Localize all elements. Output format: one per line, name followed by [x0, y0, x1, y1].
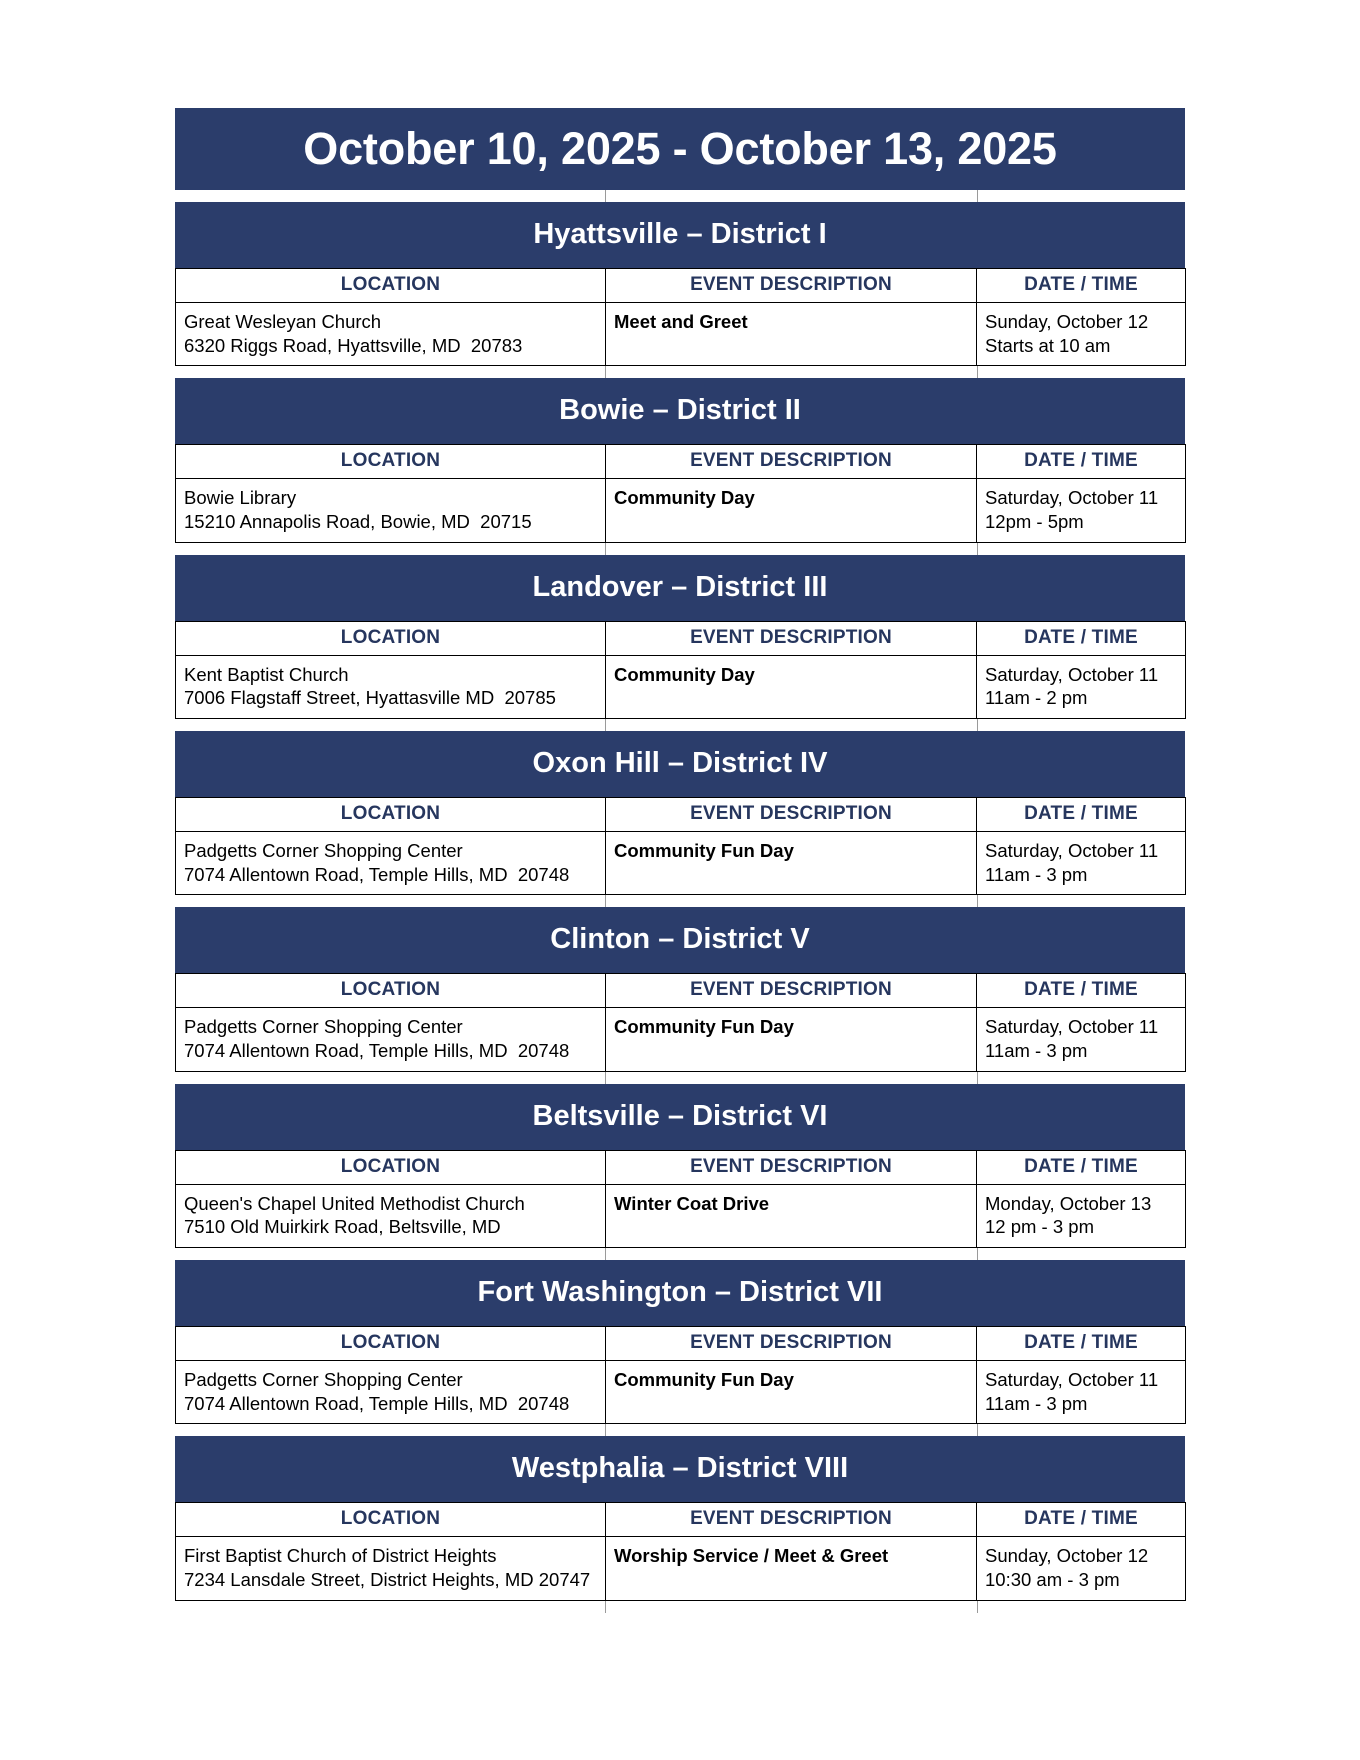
district-section: [175, 202, 1185, 366]
table-header-row: [176, 1503, 1186, 1537]
event-time: 11am - 3 pm: [985, 863, 1088, 885]
section-gap-strip: [175, 1601, 1185, 1613]
gap-col-location: [175, 1424, 606, 1436]
column-header-date: DATE / TIME: [977, 798, 1186, 832]
gap-col-event: [606, 190, 978, 202]
event-time: 12pm - 5pm: [985, 511, 1084, 533]
column-header-event: EVENT DESCRIPTION: [606, 1327, 977, 1361]
district-title: Oxon Hill – District IV: [175, 731, 1185, 797]
column-header-date: DATE / TIME: [977, 269, 1186, 303]
cell-event-description: Community Day: [606, 479, 977, 542]
page-title: October 10, 2025 - October 13, 2025: [175, 108, 1185, 190]
table-header-row: [176, 445, 1186, 479]
section-gap-strip: [175, 543, 1185, 555]
event-time: 11am - 2 pm: [985, 687, 1088, 709]
section-gap-strip: [175, 1072, 1185, 1084]
district-section: [175, 555, 1185, 719]
location-address: 7510 Old Muirkirk Road, Beltsville, MD: [184, 1216, 501, 1238]
column-header-date: DATE / TIME: [977, 1150, 1186, 1184]
district-events-table: [175, 444, 1186, 542]
table-row: [176, 832, 1186, 895]
gap-col-event: [606, 1601, 978, 1613]
location-address: 7074 Allentown Road, Temple Hills, MD 20748: [184, 863, 570, 885]
location-address: 7234 Lansdale Street, District Heights, MD 20747: [184, 1569, 591, 1591]
column-header-location: LOCATION: [176, 1150, 606, 1184]
column-header-event: EVENT DESCRIPTION: [606, 269, 977, 303]
cell-event-description: Community Fun Day: [606, 1008, 977, 1071]
gap-col-location: [175, 543, 606, 555]
gap-col-date: [978, 366, 1185, 378]
gap-col-date: [978, 1601, 1185, 1613]
district-events-table: [175, 1150, 1186, 1248]
district-title: Fort Washington – District VII: [175, 1260, 1185, 1326]
gap-col-location: [175, 366, 606, 378]
location-address: 15210 Annapolis Road, Bowie, MD 20715: [184, 511, 532, 533]
district-events-table: [175, 973, 1186, 1071]
cell-date-time: [977, 1008, 1186, 1071]
location-address: 6320 Riggs Road, Hyattsville, MD 20783: [184, 334, 523, 356]
cell-event-description: Meet and Greet: [606, 303, 977, 366]
cell-event-description: Winter Coat Drive: [606, 1184, 977, 1247]
district-section: [175, 378, 1185, 542]
cell-date-time: [977, 655, 1186, 718]
cell-event-description: Community Fun Day: [606, 1361, 977, 1424]
column-header-location: LOCATION: [176, 269, 606, 303]
column-header-event: EVENT DESCRIPTION: [606, 974, 977, 1008]
section-gap-strip: [175, 719, 1185, 731]
schedule-sheet: [175, 108, 1185, 1613]
cell-location: [176, 1008, 606, 1071]
cell-event-description: Community Fun Day: [606, 832, 977, 895]
event-time: 11am - 3 pm: [985, 1040, 1088, 1062]
gap-col-date: [978, 190, 1185, 202]
column-header-event: EVENT DESCRIPTION: [606, 621, 977, 655]
column-header-date: DATE / TIME: [977, 445, 1186, 479]
event-date: Sunday, October 12: [985, 311, 1149, 332]
event-time: Starts at 10 am: [985, 334, 1111, 356]
cell-location: [176, 832, 606, 895]
location-name: Queen's Chapel United Methodist Church: [184, 1192, 525, 1214]
section-gap-strip: [175, 366, 1185, 378]
cell-date-time: [977, 303, 1186, 366]
location-name: First Baptist Church of District Heights: [184, 1545, 497, 1567]
event-date: Sunday, October 12: [985, 1545, 1149, 1567]
cell-location: [176, 479, 606, 542]
column-header-date: DATE / TIME: [977, 974, 1186, 1008]
column-header-location: LOCATION: [176, 1503, 606, 1537]
cell-location: [176, 1537, 606, 1600]
district-section: [175, 1084, 1185, 1248]
table-header-row: [176, 1327, 1186, 1361]
table-row: [176, 1184, 1186, 1247]
gap-col-location: [175, 1601, 606, 1613]
gap-col-date: [978, 543, 1185, 555]
gap-col-event: [606, 1248, 978, 1260]
column-header-date: DATE / TIME: [977, 1503, 1186, 1537]
location-address: 7074 Allentown Road, Temple Hills, MD 20748: [184, 1392, 570, 1414]
column-header-event: EVENT DESCRIPTION: [606, 1150, 977, 1184]
cell-date-time: [977, 832, 1186, 895]
table-header-row: [176, 269, 1186, 303]
district-events-table: [175, 1502, 1186, 1600]
district-title: Clinton – District V: [175, 907, 1185, 973]
district-title: Landover – District III: [175, 555, 1185, 621]
table-row: [176, 1008, 1186, 1071]
table-header-row: [176, 621, 1186, 655]
column-header-event: EVENT DESCRIPTION: [606, 1503, 977, 1537]
table-row: [176, 1361, 1186, 1424]
table-header-row: [176, 1150, 1186, 1184]
gap-col-location: [175, 719, 606, 731]
title-gap-strip: [175, 190, 1185, 202]
section-gap-strip: [175, 895, 1185, 907]
district-title: Beltsville – District VI: [175, 1084, 1185, 1150]
location-name: Padgetts Corner Shopping Center: [184, 1369, 463, 1391]
gap-col-location: [175, 190, 606, 202]
gap-col-date: [978, 895, 1185, 907]
event-date: Monday, October 13: [985, 1192, 1152, 1214]
cell-event-description: Community Day: [606, 655, 977, 718]
cell-location: [176, 303, 606, 366]
district-events-table: [175, 1326, 1186, 1424]
column-header-event: EVENT DESCRIPTION: [606, 445, 977, 479]
district-title: Westphalia – District VIII: [175, 1436, 1185, 1502]
column-header-date: DATE / TIME: [977, 621, 1186, 655]
cell-date-time: [977, 1361, 1186, 1424]
gap-col-location: [175, 895, 606, 907]
event-date: Saturday, October 11: [985, 1369, 1159, 1391]
cell-date-time: [977, 1184, 1186, 1247]
event-time: 11am - 3 pm: [985, 1392, 1088, 1414]
table-header-row: [176, 798, 1186, 832]
location-name: Bowie Library: [184, 487, 297, 509]
cell-event-description: Worship Service / Meet & Greet: [606, 1537, 977, 1600]
cell-location: [176, 655, 606, 718]
table-row: [176, 1537, 1186, 1600]
event-time: 10:30 am - 3 pm: [985, 1569, 1120, 1591]
column-header-location: LOCATION: [176, 974, 606, 1008]
location-name: Great Wesleyan Church: [184, 311, 382, 332]
gap-col-location: [175, 1072, 606, 1084]
district-section: [175, 1260, 1185, 1424]
table-header-row: [176, 974, 1186, 1008]
column-header-location: LOCATION: [176, 798, 606, 832]
column-header-event: EVENT DESCRIPTION: [606, 798, 977, 832]
table-row: [176, 479, 1186, 542]
cell-location: [176, 1361, 606, 1424]
event-date: Saturday, October 11: [985, 1016, 1159, 1038]
cell-date-time: [977, 479, 1186, 542]
gap-col-event: [606, 543, 978, 555]
column-header-location: LOCATION: [176, 1327, 606, 1361]
event-date: Saturday, October 11: [985, 840, 1159, 862]
location-name: Padgetts Corner Shopping Center: [184, 840, 463, 862]
gap-col-date: [978, 1424, 1185, 1436]
cell-location: [176, 1184, 606, 1247]
districts-container: [175, 202, 1185, 1613]
gap-col-date: [978, 1248, 1185, 1260]
district-section: [175, 731, 1185, 895]
table-row: [176, 303, 1186, 366]
table-row: [176, 655, 1186, 718]
gap-col-event: [606, 1072, 978, 1084]
section-gap-strip: [175, 1248, 1185, 1260]
gap-col-location: [175, 1248, 606, 1260]
district-section: [175, 907, 1185, 1071]
location-name: Kent Baptist Church: [184, 663, 349, 685]
district-section: [175, 1436, 1185, 1600]
column-header-date: DATE / TIME: [977, 1327, 1186, 1361]
district-events-table: [175, 621, 1186, 719]
district-title: Bowie – District II: [175, 378, 1185, 444]
location-address: 7006 Flagstaff Street, Hyattasville MD 20785: [184, 687, 556, 709]
gap-col-event: [606, 366, 978, 378]
district-title: Hyattsville – District I: [175, 202, 1185, 268]
gap-col-event: [606, 719, 978, 731]
section-gap-strip: [175, 1424, 1185, 1436]
event-date: Saturday, October 11: [985, 487, 1159, 509]
gap-col-date: [978, 1072, 1185, 1084]
district-events-table: [175, 268, 1186, 366]
district-events-table: [175, 797, 1186, 895]
event-date: Saturday, October 11: [985, 663, 1159, 685]
location-address: 7074 Allentown Road, Temple Hills, MD 20748: [184, 1040, 570, 1062]
column-header-location: LOCATION: [176, 621, 606, 655]
event-time: 12 pm - 3 pm: [985, 1216, 1094, 1238]
location-name: Padgetts Corner Shopping Center: [184, 1016, 463, 1038]
gap-col-event: [606, 1424, 978, 1436]
cell-date-time: [977, 1537, 1186, 1600]
column-header-location: LOCATION: [176, 445, 606, 479]
gap-col-date: [978, 719, 1185, 731]
gap-col-event: [606, 895, 978, 907]
